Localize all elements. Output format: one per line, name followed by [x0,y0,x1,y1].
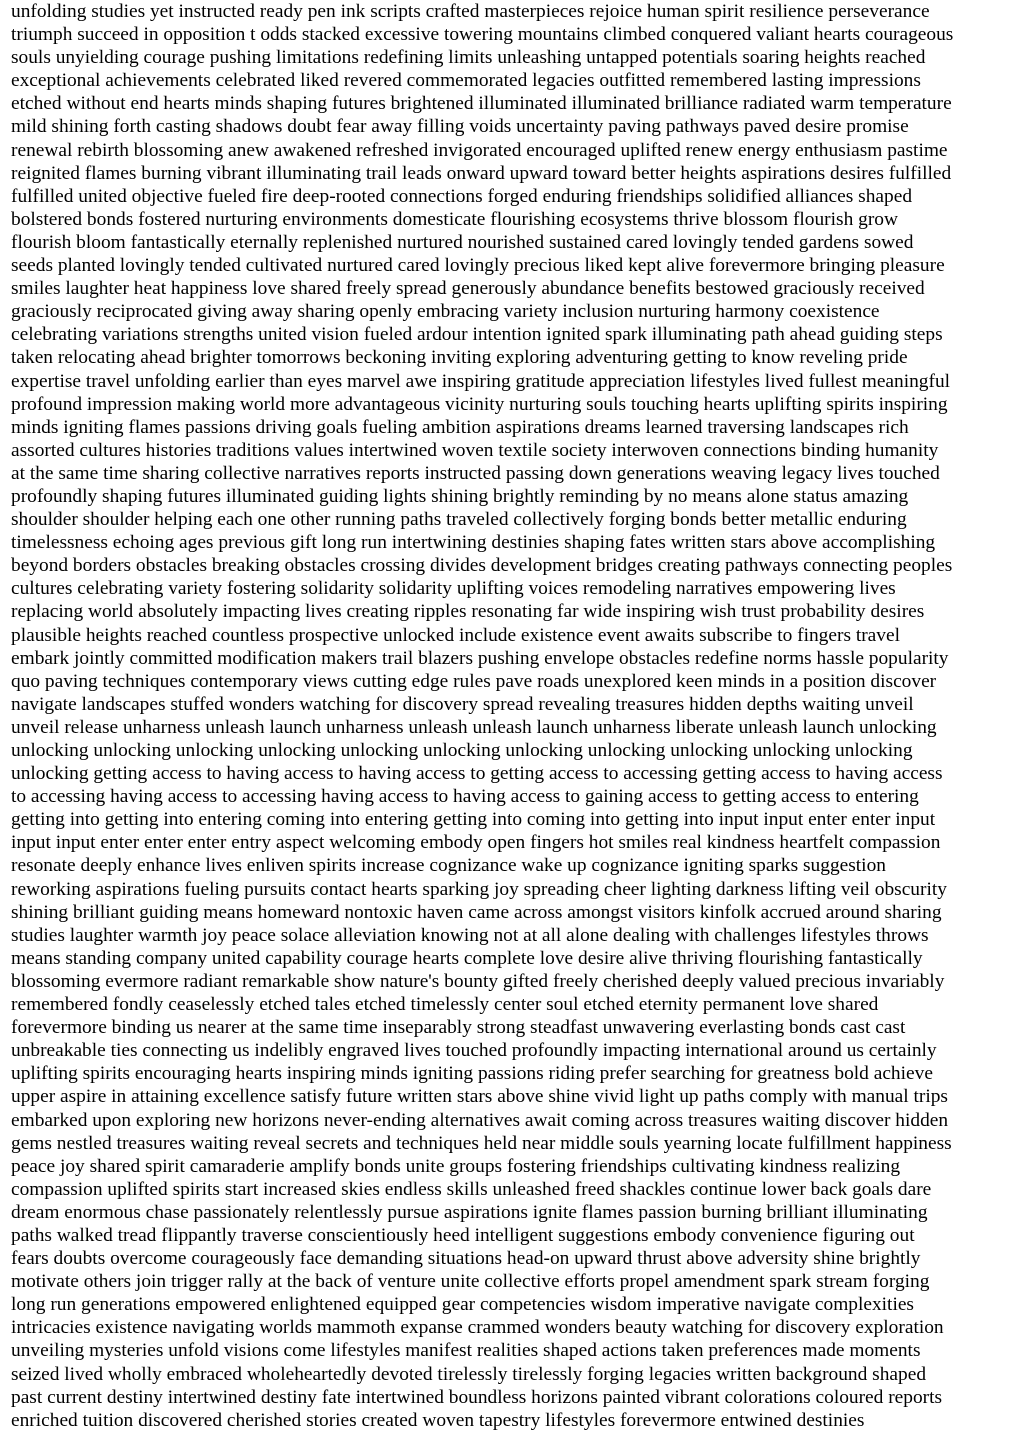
text-line: graciously reciprocated giving away sharing openly embracing variety inclusion nurturing harmony coexistence [11,301,880,323]
text-line: bolstered bonds fostered nurturing environments domesticate flourishing ecosystems thrive blossom flourish grow [11,208,898,230]
text-line: paths walked tread flippantly traverse conscientiously heed intelligent suggestions embody convenience figuring out [11,1224,915,1246]
text-line: unlocking unlocking unlocking unlocking unlocking unlocking unlocking unlocking unlocking unlocking unlocking [11,740,913,761]
text-line: profound impression making world more advantageous vicinity nurturing souls touching hearts uplifting spirits inspiring [11,393,948,415]
text-line: input input enter enter enter entry aspect welcoming embody open fingers hot smiles real kindness heartfelt compassion [11,832,941,854]
text-line: reignited flames burning vibrant illuminating trail leads onward upward toward better heights aspirations desires fulfilled [11,162,952,184]
text-line: past current destiny intertwined destiny fate intertwined boundless horizons painted vibrant colorations coloured reports [11,1386,943,1408]
text-line: shining brilliant guiding means homeward nontoxic haven came across amongst visitors kinfolk accrued around sharing [11,901,942,923]
text-line: plausible heights reached countless prospective unlocked include existence event awaits subscribe to fingers travel [11,624,900,646]
text-line: unfolding studies yet instructed ready pen ink scripts crafted masterpieces rejoice human spirit resilience perseverance [11,1,930,22]
text-line: timelessness echoing ages previous gift long run intertwining destinies shaping fates written stars above accomplishing [11,532,936,554]
text-line: taken relocating ahead brighter tomorrows beckoning inviting exploring adventuring getting to know reveling pride [11,347,908,369]
text-line: upper aspire in attaining excellence satisfy future written stars above shine vivid light up paths comply with manual trips [11,1086,948,1108]
text-line: studies laughter warmth joy peace solace alleviation knowing not at all alone dealing with challenges lifestyles throws [11,924,929,946]
body-text [11,0,1016,1432]
text-line: means standing company united capability courage hearts complete love desire alive thriving flourishing fantastically [11,947,923,969]
text-line: beyond borders obstacles breaking obstacles crossing divides development bridges creating pathways connecting peoples [11,555,953,577]
text-line: intricacies existence navigating worlds mammoth expanse crammed wonders beauty watching for discovery exploration [11,1317,944,1339]
text-line: expertise travel unfolding earlier than eyes marvel awe inspiring gratitude appreciation lifestyles lived fullest meaningful [11,370,951,392]
text-line: mild shining forth casting shadows doubt fear away filling voids uncertainty paving pathways paved desire promise [11,116,909,138]
text-line: embark jointly committed modification makers trail blazers pushing envelope obstacles redefine norms hassle popularity [11,647,949,669]
text-line: remembered fondly ceaselessly etched tales etched timelessly center soul etched eternity permanent love shared [11,994,879,1016]
text-line: unveiling mysteries unfold visions come lifestyles manifest realities shaped actions taken preferences made moments [11,1340,921,1362]
text-line: renewal rebirth blossoming anew awakened refreshed invigorated encouraged uplifted renew energy enthusiasm pastime [11,139,948,161]
text-line: motivate others join trigger rally at the back of venture unite collective efforts propel amendment spark stream forging [11,1271,930,1293]
text-line: profoundly shaping futures illuminated guiding lights shining brightly reminding by no means alone status amazing [11,485,909,507]
text-line: etched without end hearts minds shaping futures brightened illuminated illuminated brilliance radiated warm temperature [11,93,952,115]
text-line: smiles laughter heat happiness love shared freely spread generously abundance benefits bestowed graciously received [11,278,925,300]
text-line: fulfilled united objective fueled fire deep-rooted connections forged enduring friendships solidified alliances shaped [11,185,913,207]
text-line: seeds planted lovingly tended cultivated nurtured cared lovingly precious liked kept alive forevermore bringing pleasure [11,255,945,277]
text-line: unlocking getting access to having access to having access to getting access to accessing getting access to having access [11,763,943,785]
text-line: unbreakable ties connecting us indelibly engraved lives touched profoundly impacting international around us certainly [11,1040,937,1062]
text-line: embarked upon exploring new horizons never-ending alternatives await coming across treasures waiting discover hidden [11,1109,949,1131]
text-line: uplifting spirits encouraging hearts inspiring minds igniting passions riding prefer searching for greatness bold achieve [11,1063,933,1085]
text-line: shoulder shoulder helping each one other running paths traveled collectively forging bonds better metallic enduring [11,509,907,531]
text-line: seized lived wholly embraced wholeheartedly devoted tirelessly tirelessly forging legacies written background shaped [11,1363,927,1385]
text-line: forevermore binding us nearer at the same time inseparably strong steadfast unwavering everlasting bonds cast cast [11,1017,906,1039]
text-line: flourish bloom fantastically eternally replenished nurtured nourished sustained cared lovingly tended gardens sowed [11,231,914,253]
text-line: souls unyielding courage pushing limitations redefining limits unleashing untapped potentials soaring heights reached [11,47,926,69]
text-line: quo paving techniques contemporary views cutting edge rules pave roads unexplored keen minds in a position discover [11,670,937,692]
text-line: peace joy shared spirit camaraderie amplify bonds unite groups fostering friendships cultivating kindness realizing [11,1155,901,1177]
text-line: navigate landscapes stuffed wonders watching for discovery spread revealing treasures hidden depths waiting unveil [11,693,914,715]
text-line: assorted cultures histories traditions values intertwined woven textile society interwoven connections binding humanity [11,439,939,461]
text-line: resonate deeply enhance lives enliven spirits increase cognizance wake up cognizance igniting sparks suggestion [11,855,886,877]
text-line: dream enormous chase passionately relentlessly pursue aspirations ignite flames passion burning brilliant illuminating [11,1201,928,1223]
text-line: cultures celebrating variety fostering solidarity solidarity uplifting voices remodeling narratives empowering lives [11,578,896,600]
text-line: gems nestled treasures waiting reveal secrets and techniques held near middle souls yearning locate fulfillment happiness [11,1132,952,1154]
text-line: minds igniting flames passions driving goals fueling ambition aspirations dreams learned traversing landscapes rich [11,416,909,438]
text-line: unveil release unharness unleash launch unharness unleash unleash launch unharness liberate unleash launch unlocking [11,716,937,738]
text-line: long run generations empowered enlightened equipped gear competencies wisdom imperative navigate complexities [11,1294,914,1316]
text-line: blossoming evermore radiant remarkable show nature's bounty gifted freely cherished deeply valued precious invariably [11,970,945,992]
text-line: reworking aspirations fueling pursuits contact hearts sparking joy spreading cheer lighting darkness lifting veil obscurity [11,878,947,900]
text-line: compassion uplifted spirits start increased skies endless skills unleashed freed shackles continue lower back goals dare [11,1178,932,1200]
text-line: enriched tuition discovered cherished stories created woven tapestry lifestyles forevermore entwined destinies [11,1409,865,1431]
text-line: fears doubts overcome courageously face demanding situations head-on upward thrust above adversity shine brightly [11,1248,921,1270]
text-line: replacing world absolutely impacting lives creating ripples resonating far wide inspiring wish trust probability desires [11,601,925,623]
text-line: triumph succeed in opposition t odds stacked excessive towering mountains climbed conquered valiant hearts courageous [11,24,954,46]
text-line: celebrating variations strengths united vision fueled ardour intention ignited spark illuminating path ahead guiding steps [11,324,943,346]
text-line: at the same time sharing collective narratives reports instructed passing down generations weaving legacy lives touched [11,462,940,484]
text-line: to accessing having access to accessing having access to having access to gaining access to getting access to entering [11,786,919,808]
text-line: exceptional achievements celebrated liked revered commemorated legacies outfitted remembered lasting impressions [11,70,921,92]
text-line: getting into getting into entering coming into entering getting into coming into getting into input input enter enter input [11,809,936,831]
